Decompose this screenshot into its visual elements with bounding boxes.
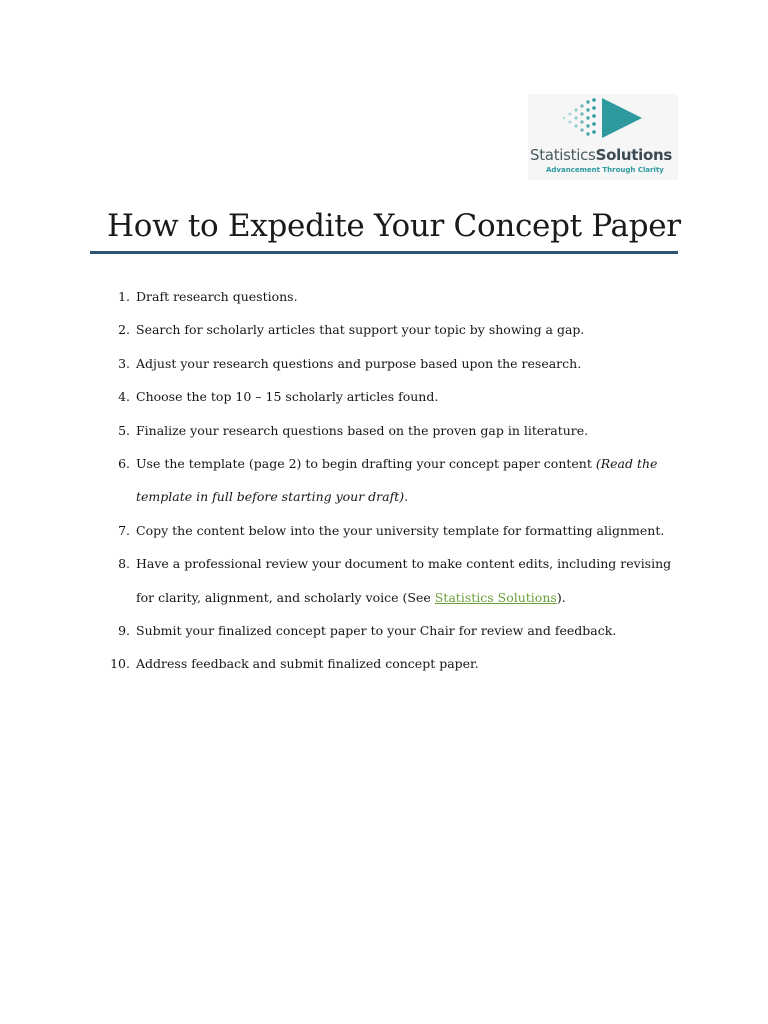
list-item xyxy=(104,547,684,614)
statistics-solutions-logo xyxy=(528,94,678,180)
list-item xyxy=(104,414,684,447)
step-text-end: ). xyxy=(556,589,566,605)
logo-tagline: Advancement Through Clarity xyxy=(546,166,664,174)
statistics-solutions-play-icon xyxy=(556,96,646,140)
step-number: 6. xyxy=(118,456,130,472)
step-text xyxy=(136,556,671,604)
statistics-solutions-link[interactable]: Statistics Solutions xyxy=(434,589,557,605)
list-item xyxy=(104,447,684,514)
step-text: Adjust your research questions and purpose based upon the research. xyxy=(136,355,582,371)
step-number: 3. xyxy=(118,355,130,371)
list-item xyxy=(104,347,684,380)
steps-list xyxy=(104,280,684,681)
step-text: Draft research questions. xyxy=(136,289,298,304)
logo-wordmark xyxy=(530,146,672,164)
step-text: Copy the content below into the your university template for formatting alignment. xyxy=(136,522,665,538)
logo-name-regular: Statistics xyxy=(530,146,596,164)
logo-name-bold: Solutions xyxy=(595,146,673,164)
step-number: 5. xyxy=(118,422,130,438)
list-item xyxy=(104,380,684,413)
step-number: 7. xyxy=(118,522,130,538)
step-number: 8. xyxy=(118,556,130,572)
step-text: Finalize your research questions based on the proven gap in literature. xyxy=(136,422,589,438)
step-number: 4. xyxy=(118,389,130,405)
step-number: 9. xyxy=(118,623,130,639)
step-number: 2. xyxy=(118,322,130,338)
list-item xyxy=(104,280,684,313)
list-item xyxy=(104,514,684,547)
step-text-italic-note: (Read the template in full before starting your draft) xyxy=(136,456,658,505)
page-title: How to Expedite Your Concept Paper xyxy=(107,208,681,244)
list-item xyxy=(104,614,684,647)
step-text-end: . xyxy=(404,489,409,505)
title-underline-rule xyxy=(90,251,678,254)
step-number: 10. xyxy=(110,656,130,672)
step-text-main: Use the template (page 2) to begin drafting your concept paper content xyxy=(136,456,596,472)
list-item xyxy=(104,647,684,680)
step-text: Submit your finalized concept paper to your Chair for review and feedback. xyxy=(136,623,617,639)
step-text: Choose the top 10 – 15 scholarly articles found. xyxy=(136,389,439,405)
step-text xyxy=(136,456,657,504)
step-text: Address feedback and submit finalized concept paper. xyxy=(136,656,479,672)
step-text: Search for scholarly articles that support your topic by showing a gap. xyxy=(136,322,585,338)
step-text-main: Have a professional review your document to make content edits, including revising for clarity, alignment, and scholarly voice (See xyxy=(136,556,672,605)
list-item xyxy=(104,313,684,346)
step-number: 1. xyxy=(118,289,130,304)
